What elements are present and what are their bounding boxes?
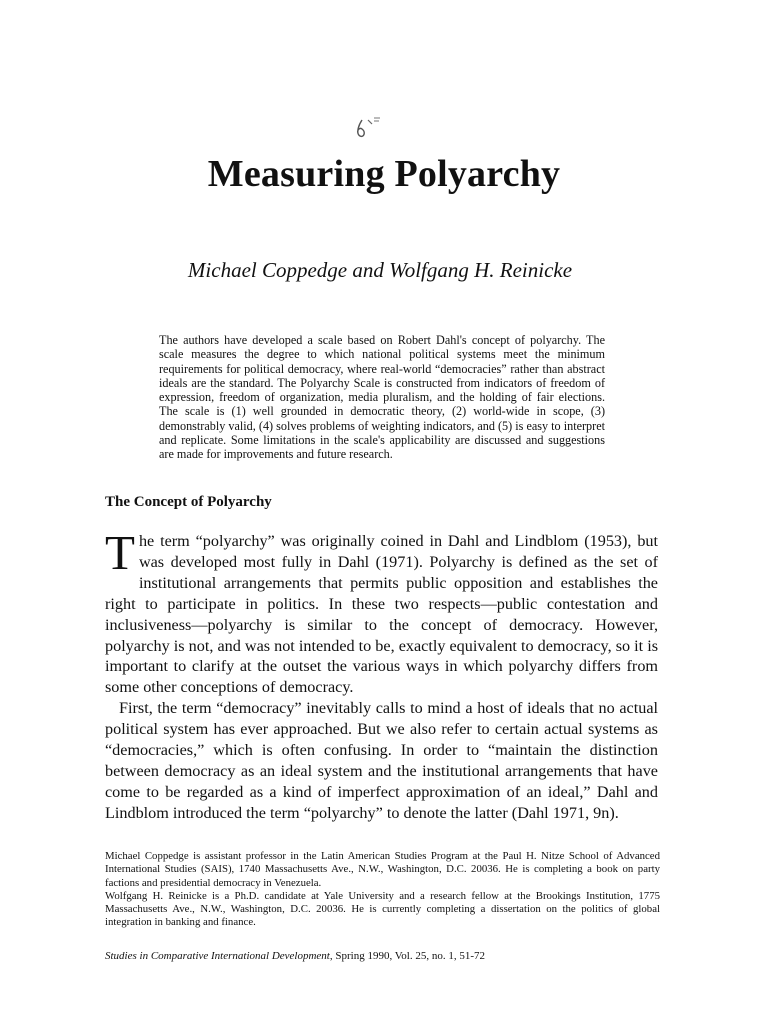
handwritten-page-mark: [350, 112, 396, 140]
paragraph-1-text: he term “polyarchy” was originally coined in Dahl and Lindblom (1953), but was developed most fully in Dahl (1971). Polyarchy is defined as the set of institutional arrangements that permits public opposition and establishes the right to participate in politics. In these two respects—public contestation and inclusiveness—polyarchy is similar to the concept of democracy. However, polyarchy is not, and was not intended to be, exactly equivalent to democracy, so it is important to clarify at the outset the various ways in which polyarchy differs from some other conceptions of democracy.: [105, 532, 658, 697]
journal-name: Studies in Comparative International Development: [105, 950, 330, 962]
article-authors: Michael Coppedge and Wolfgang H. Reinicke: [187, 258, 573, 282]
article-title: Measuring Polyarchy: [207, 153, 561, 195]
footnote-reinicke: Wolfgang H. Reinicke is a Ph.D. candidate at Yale University and a research fellow at the Brookings Institution, 1775 Massachusetts Ave., N.W., Washington, D.C. 20036. He is currently completing a dissertation on the politics of global integration in banking and finance.: [105, 889, 660, 929]
article-abstract: The authors have developed a scale based on Robert Dahl's concept of polyarchy. The scale measures the degree to which national political systems meet the minimum requirements for political democracy, where real-world “democracies” rather than abstract ideals are the standard. The Polyarchy Scale is constructed from indicators of freedom of expression, freedom of organization, media pluralism, and the holding of fair elections. The scale is (1) well grounded in democratic theory, (2) world-wide in scope, (3) demonstrably valid, (4) solves problems of weighting indicators, and (5) is easy to interpret and replicate. Some limitations in the scale's applicability are discussed and suggestions are made for improvements and future research.: [159, 333, 605, 462]
drop-cap: T: [105, 525, 135, 580]
body-paragraph-1: [105, 525, 658, 698]
article-body: [105, 525, 658, 824]
section-heading: The Concept of Polyarchy: [105, 494, 272, 510]
footnote-coppedge: Michael Coppedge is assistant professor in the Latin American Studies Program at the Paul H. Nitze School of Advanced International Studies (SAIS), 1740 Massachusetts Ave., N.W., Washington, D.C. 20036. He is completing a book on party factions and presidential democracy in Venezuela.: [105, 850, 660, 889]
journal-citation: [105, 950, 665, 962]
body-paragraph-2: First, the term “democracy” inevitably calls to mind a host of ideals that no actual political system has ever approached. But we also refer to certain actual systems as “democracies,” which is often confusing. In order to “maintain the distinction between democracy as an ideal system and the institutional arrangements that have come to be regarded as a kind of imperfect approximation of an ideal,” Dahl and Lindblom introduced the term “polyarchy” to denote the latter (Dahl 1971, 9n).: [105, 699, 658, 822]
journal-details: , Spring 1990, Vol. 25, no. 1, 51-72: [329, 950, 485, 962]
author-footnotes: [105, 850, 660, 930]
